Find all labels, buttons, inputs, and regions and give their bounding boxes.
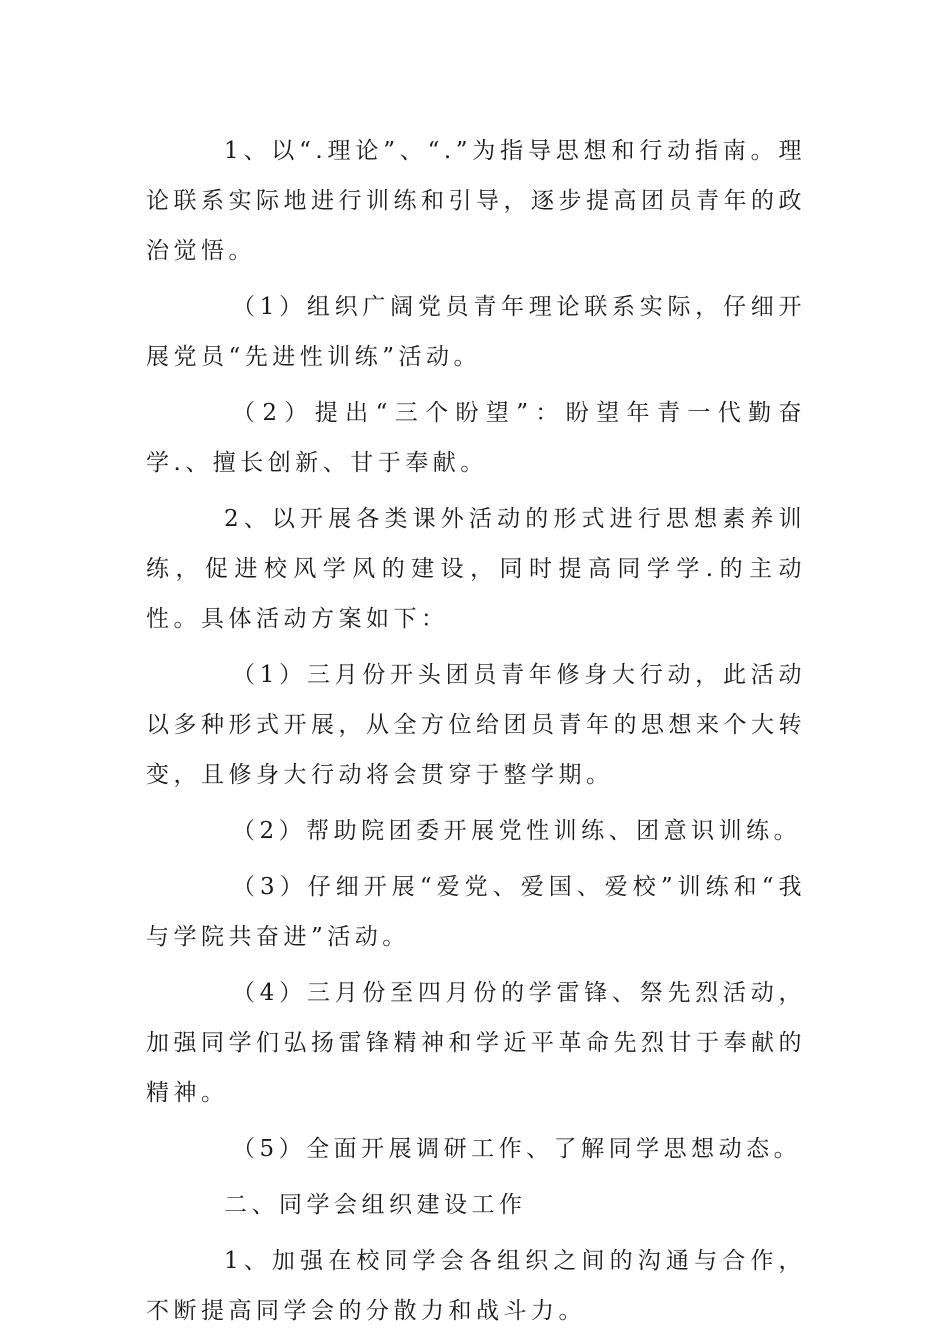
paragraph-party-awareness-training: （2）帮助院团委开展党性训练、团意识训练。 — [232, 818, 802, 844]
paragraph-extracurricular-activities: 2、以开展各类课外活动的形式进行思想素养训练，促进校风学风的建设，同时提高同学学.的主动性。具体活动方案如下： — [146, 506, 806, 632]
paragraph-party-member-training: （1）组织广阔党员青年理论联系实际，仔细开展党员“先进性训练”活动。 — [146, 294, 806, 370]
paragraph-theory-guidance: 1、以“.理论”、“.”为指导思想和行动指南。理论联系实际地进行训练和引导，逐步提高团员青年的政治觉悟。 — [146, 138, 806, 264]
paragraph-three-hopes: （2）提出“三个盼望”：盼望年青一代勤奋学.、擅长创新、甘于奉献。 — [146, 400, 806, 476]
paragraph-love-party-country-school: （3）仔细开展“爱党、爱国、爱校”训练和“我与学院共奋进”活动。 — [146, 874, 806, 950]
paragraph-self-cultivation-campaign: （1）三月份开头团员青年修身大行动，此活动以多种形式开展，从全方位给团员青年的思想来个大转变，且修身大行动将会贯穿于整学期。 — [146, 662, 806, 788]
paragraph-organization-cooperation: 1、加强在校同学会各组织之间的沟通与合作，不断提高同学会的分散力和战斗力。 — [146, 1248, 806, 1324]
section-heading-organization-building: 二、同学会组织建设工作 — [224, 1192, 527, 1218]
document-body — [146, 126, 806, 1342]
paragraph-research-work: （5）全面开展调研工作、了解同学思想动态。 — [232, 1136, 802, 1162]
paragraph-learn-from-leifeng: （4）三月份至四月份的学雷锋、祭先烈活动，加强同学们弘扬雷锋精神和学近平革命先烈甘于奉献的精神。 — [146, 980, 806, 1106]
